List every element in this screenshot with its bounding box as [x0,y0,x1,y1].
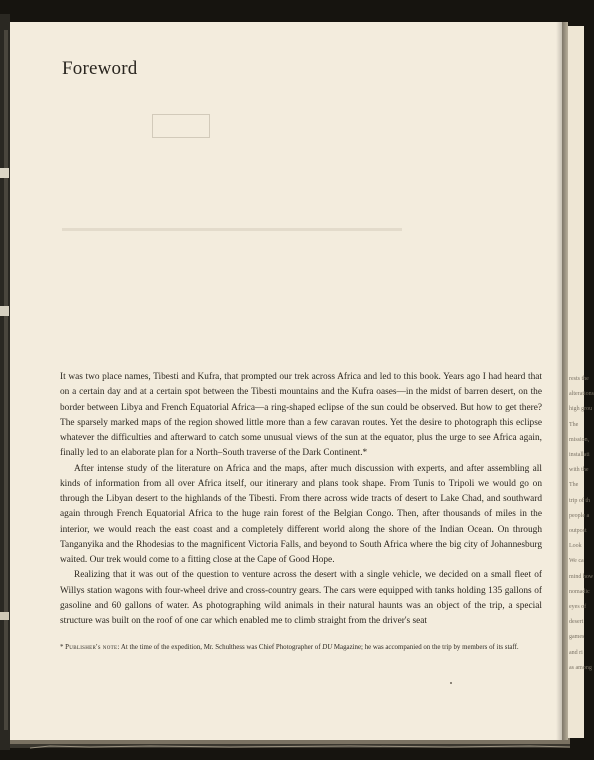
footnote-text-before: At the time of the expedition, Mr. Schulthess was Chief Photographer of [120,644,323,651]
adjacent-page-fragment: We ca [569,558,584,565]
page-title: Foreword [62,58,138,79]
footnote-text-after: Magazine; he was accompanied on the trip by members of its staff. [332,644,519,651]
footnote-marker: * [60,644,66,651]
adjacent-page-fragment: mind how [569,573,594,580]
adjacent-page-fragment: The [569,482,579,489]
adjacent-page-fragment: nomadic [569,588,590,595]
adjacent-page-fragment: The [569,421,579,428]
footnote-label: Publisher's note: [65,644,120,651]
adjacent-page-fragment: mission, [569,436,590,443]
magazine-name: DU [322,644,333,651]
adjacent-page-fragment: games [569,634,585,641]
adjacent-page-fragment: outpost [569,528,587,534]
adjacent-page-fragment: rests the [569,376,589,382]
paragraph: Realizing that it was out of the question to venture across the desert with a single vehicle, we decided on a small fleet of Willys station wagons with four-wheel drive and cross-country gears. The cars were equipped with tanks holding 135 gallons of gasoline and 60 gallons of water. As photographing wild animals in their natural haunts was an object of the trip, a special structure was built on the roof of one car which enabled me to climb straight from the driver's seat [60,570,542,626]
adjacent-page-fragment: trip of th [569,497,590,504]
adjacent-page-fragment: desert [569,619,584,626]
adjacent-page-fragment: eyes of [569,604,587,610]
paragraph: After intense study of the literature on Africa and the maps, after much discussion with experts, and after assembling all kinds of information from all over Africa itself, our itinerary and plans took shape. From Tunis to Tripoli we would go on through the Libyan desert to the highlands of the Tibesti. From there across wide tracts of desert to Lake Chad, and southward again through French Equatorial Africa to the huge rain forest of the Belgian Congo. Then, after thousands of miles in the interior, we would reach the east coast and a completely different world along the shore of the Indian Ocean. On through Tanganyika and the Rhodesias to the magnificent Victoria Falls, and beyond to South Africa where the big city of Johannesburg waited. Our trek would come to a fitting close at the Cape of Good Hope. [60,463,542,565]
adjacent-page-fragment: people a [569,512,590,519]
adjacent-page-fragment: Look [569,543,582,550]
adjacent-page-fragment: with the [569,467,589,474]
adjacent-page-fragment: installati [569,452,590,458]
bleed-through-line [62,228,402,231]
paragraph: It was two place names, Tibesti and Kufra, that prompted our trek across Africa and led to this book. Years ago I had heard that on a certain day and at a certain spot between the Tibesti mountains and the Kufra oases—in the midst of barren desert, on the border between Libya and French Equatorial Africa—a ring-shaped eclipse of the sun could be observed. But how to get there? The sparsely marked maps of the region showed little more than a few caravan routes. Yet the desire to photograph this eclipse whatever the difficulties and afterward to catch some unusual views of the sun at the equator, plus the urge to see Africa again, finally led to an elaborate plan for a North–South traverse of the Dark Continent.* [60,372,542,459]
publisher-footnote [60,643,542,653]
adjacent-page-edge [568,26,594,738]
foreword-body [60,370,542,629]
adjacent-page-fragment: and ri [569,649,583,656]
adjacent-page-fragment: as among [569,664,592,671]
adjacent-page-fragment: alterations [569,391,594,398]
bleed-through-mark [152,114,210,138]
page-speck [450,682,452,684]
adjacent-page-fragment: high grou [569,406,593,413]
